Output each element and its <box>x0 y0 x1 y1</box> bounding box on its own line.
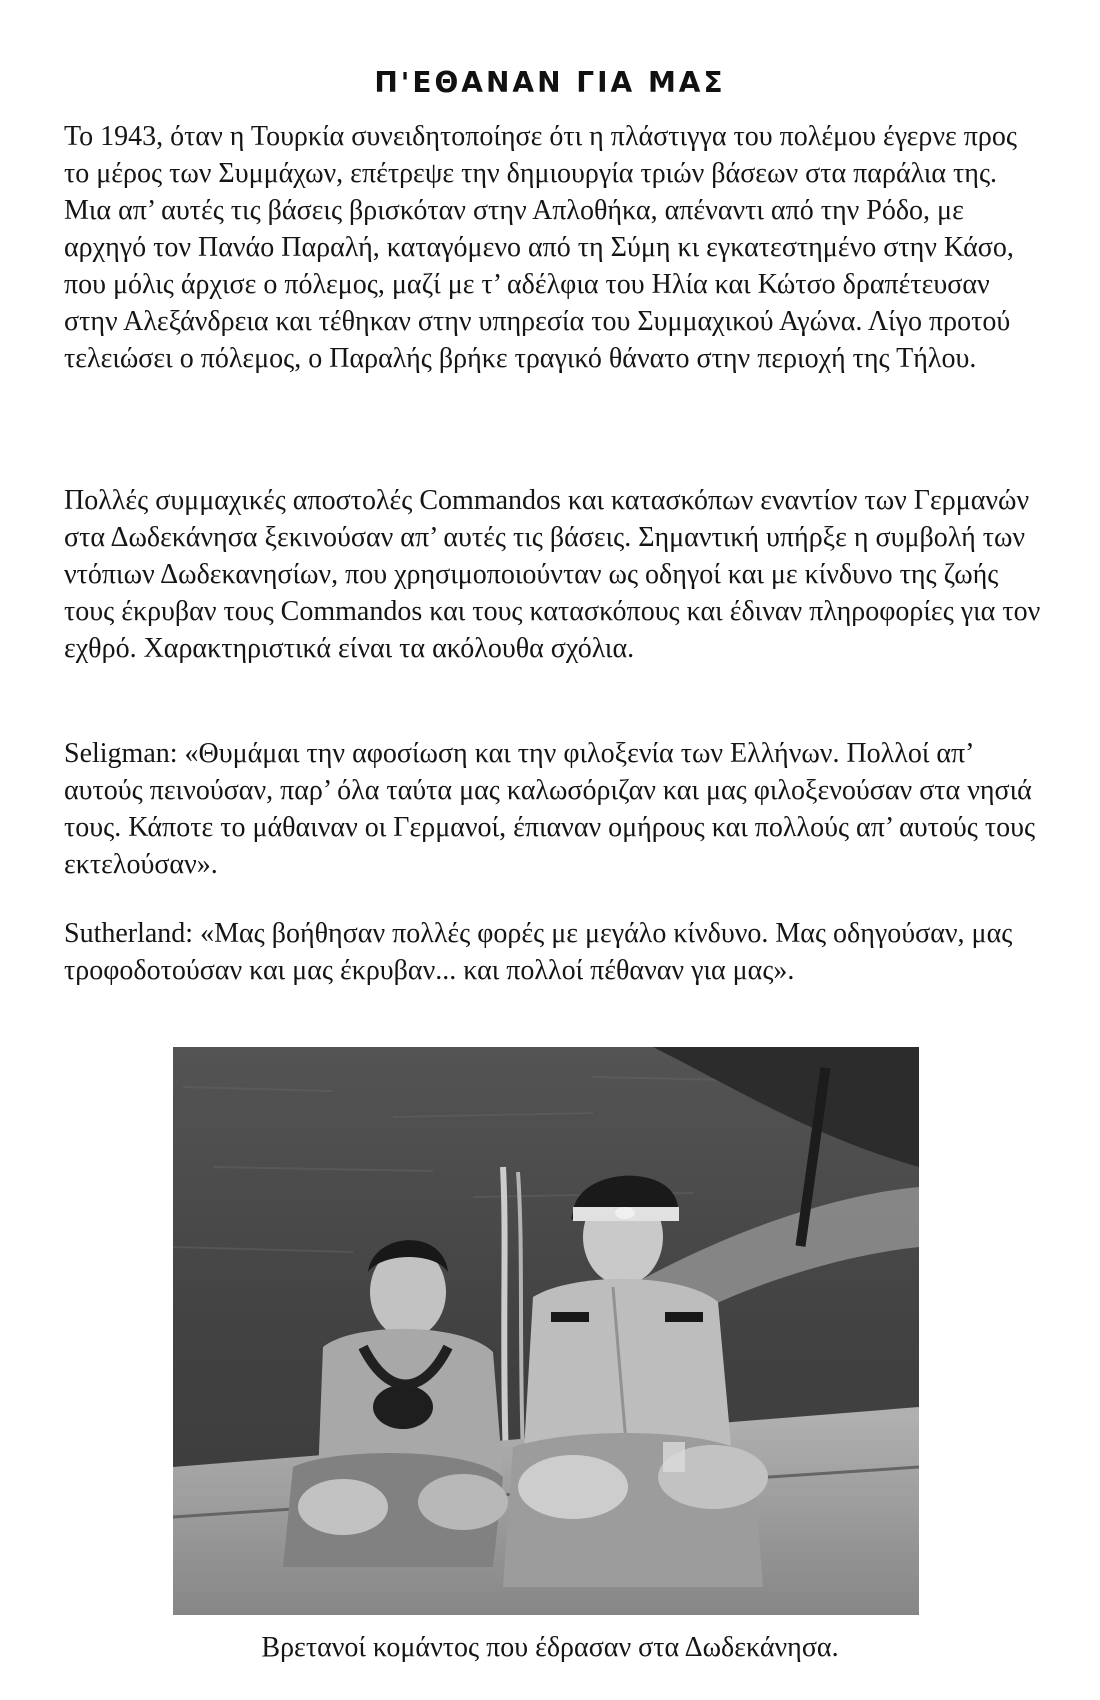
quote-seligman: Seligman: «Θυμάμαι την αφοσίωση και την φιλοξενία των Ελλήνων. Πολλοί απ’ αυτούς πεινούσαν, παρ’ όλα ταύτα μας καλωσόριζαν και μας φιλοξενούσαν στα νησιά τους. Κάποτε το μάθαιναν οι Γερμανοί, έπιαναν ομήρους και πολλούς απ’ αυτούς τους εκτελούσαν». <box>64 738 1036 880</box>
page-title: Π'ΕΘΑΝΑΝ ΓΙΑ ΜΑΣ <box>374 66 726 99</box>
quote-sutherland: Sutherland: «Μας βοήθησαν πολλές φορές με μεγάλο κίνδυνο. Μας οδηγούσαν, μας τροφοδοτούσαν και μας έκρυβαν... και πολλοί πέθαναν για μας». <box>64 918 1013 986</box>
photo-caption: Βρετανοί κομάντος που έδρασαν στα Δωδεκάνησα. <box>261 1632 839 1663</box>
paragraph-1: Το 1943, όταν η Τουρκία συνειδητοποίησε ότι η πλάστιγγα του πολέμου έγερνε προς το μέρος των Συμμάχων, επέτρεψε την δημιουργία τριών βάσεων στα παράλια της. Μια απ’ αυτές τις βάσεις βρισκόταν στην Απλοθήκα, απέναντι από την Ρόδο, με αρχηγό τον Πανάο Παραλή, καταγόμενο από τη Σύμη κι εγκατεστημένο στην Κάσο, που μόλις άρχισε ο πόλεμος, μαζί με τ’ αδέλφια του Ηλία και Κώτσο δραπέτευσαν στην Αλεξάνδρεια και τέθηκαν στην υπηρεσία του Συμμαχικού Αγώνα. Λίγο προτού τελειώσει ο πόλεμος, ο Παραλής βρήκε τραγικό θάνατο στην περιοχή της Τήλου. <box>64 121 1017 374</box>
historical-photo <box>173 1047 919 1615</box>
paragraph-2: Πολλές συμμαχικές αποστολές Commandos και κατασκόπων εναντίον των Γερμανών στα Δωδεκάνησα ξεκινούσαν απ’ αυτές τις βάσεις. Σημαντική υπήρξε η συμβολή των ντόπιων Δωδεκανησίων, που χρησιμοποιούνταν ως οδηγοί και με κίνδυνο της ζωής τους έκρυβαν τους Commandos και τους κατασκόπους και έδιναν πληροφορίες για τον εχθρό. Χαρακτηριστικά είναι τα ακόλουθα σχόλια. <box>64 485 1041 664</box>
photo-illustration <box>173 1047 919 1615</box>
